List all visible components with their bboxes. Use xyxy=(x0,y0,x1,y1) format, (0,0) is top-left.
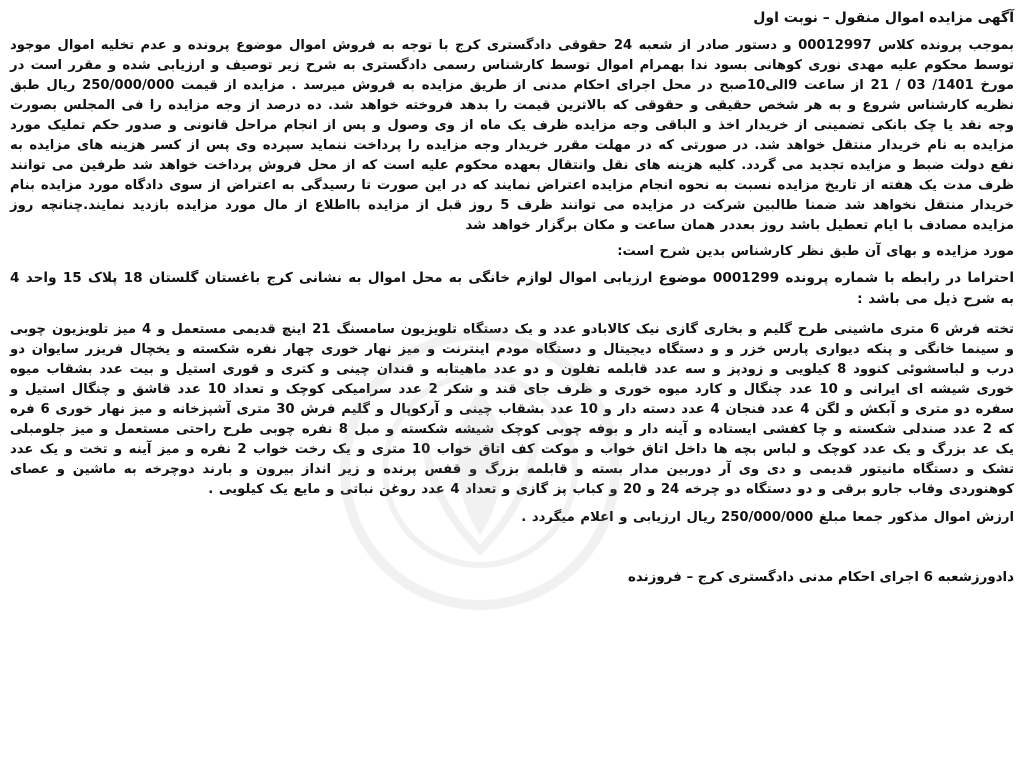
notice-paragraph-value: ارزش اموال مذکور جمعا مبلغ 250/000/000 ریال ارزیابی و اعلام میگردد . xyxy=(521,510,1014,525)
notice-paragraph-items: تخته فرش 6 متری ماشینی طرح گلیم و بخاری گازی نیک کالابادو عدد و یک دستگاه تلویزیون سامسنگ 21 اینچ قدیمی مستعمل و 4 میز تلویزیون چوبی و سینما خانگی و پنکه دیواری پارس خزر و و دستگاه دیجیتال و دستگاه مودم اینترنت و میز نهار خوری چهار نفره شکسته و یخچال فریزر سایوان دو درب و لباسشوئی کنوود 8 کیلویی و زودپز و سه عدد قابلمه تفلون و دو عدد ماهیتابه و قندان چینی و کتری و قوری استیل و بیت عدد بشقاب میوه خوری شیشه ای ایرانی و 10 عدد چنگال و کارد میوه خوری و ظرف جای قند و شکر 2 عدد سرامیکی کوچک و تعداد 10 عدد قاشق و چنگال استیل و سفره دو متری و آبکش و لگن 4 عدد فنجان 4 عدد دسته دار و 10 عدد بشقاب چینی و آرکوپال و گلیم فرش 30 متری آشپزخانه و میز نهار خوری 6 فره که 2 عدد صندلی شکسته و چا کفشی ایستاده و آینه دار و بوفه چوبی کوچک شیشه شکسته و مبل 8 نفره چوبی طرح راحتی مستعمل و میز جلومبلی یک عد بزرگ و یک عدد کوچک و لباس بچه ها داخل اتاق خواب و موکت کف اتاق خواب 10 متری و یک رخت خواب 2 نفره و میز آینه و تخت و یک عدد تشک و دستگاه مانیتور قدیمی و دی وی آر دوربین مدار بسته و قابلمه بزرگ و قفس پرنده و زیر انداز بیرون و بارند دوچرخه به ماشین و عصای کوهنوردی وقاب جارو برقی و دو دستگاه دو چرخه 24 و 20 و کباب پز گازی و تعداد 4 عدد روغن نباتی و مایع یک کیلویی . xyxy=(10,322,1014,497)
notice-paragraph-case: احتراما در رابطه با شماره پرونده 0001299 موضوع ارزیابی اموال لوازم خانگی به محل اموال به نشانی کرج باغستان گلستان 18 پلاک 15 واحد 4 به شرح ذیل می باشد : xyxy=(10,270,1014,307)
notice-title: آگهی مزایده اموال منقول – نوبت اول xyxy=(753,10,1014,26)
notice-paragraph-terms: بموجب پرونده کلاس 00012997 و دستور صادر از شعبه 24 حقوقی دادگستری کرج با توجه به فروش اموال موضوع پرونده و عدم تخلیه اموال موجود توسط محکوم علیه مهدی نوری کوهانی بسود ندا بهمرام اموال توسط کارشناس رسمی دادگستری به شرح زیر توصیف و ارزیابی شده و مقرر است در مورخ 1401/ 03 / 21 از ساعت 9الی10صبح در محل اجرای احکام مدنی از طریق مزایده به فروش میرسد . مزایده از قیمت 250/000/000 ریال طبق نظریه کارشناس شروع و به هر شخص حقیقی و حقوقی که بالاترین قیمت را بدهد فروخته خواهد شد. ده درصد از وجه مزایده را فی المجلس بصورت وجه نقد یا چک بانکی تضمینی از خریدار اخذ و الباقی وجه مزایده ظرف یک ماه از وی وصول و پس از انجام مراحل قانونی و صدور حکم تملیک مورد مزایده به نام خریدار منتقل خواهد شد. در صورتی که در مهلت مقرر خریدار وجه مزایده را پرداخت ننماید سپرده وی پس از کسر هزینه های مزایده به نفع دولت ضبط و مزایده تجدید می گردد. کلیه هزینه های نقل وانتقال بعهده محکوم علیه است که از محل فروش پرداخت خواهد شد طرفین می توانند ظرف مدت یک هفته از تاریخ مزایده نسبت به نحوه انجام مزایده اعتراض نمایند که در این صورت تا رسیدگی به اعتراض از سوی دادگاه مورد مزایده بنام خریدار منتقل نخواهد شد ضمنا طالبین شرکت در مزایده می توانند ظرف 5 روز قبل از مزایده بااطلاع از مال مورد مزایده بازدید نمایند.چنانچه روز مزایده مصادف با ایام تعطیل باشد روز بعددر همان ساعت و مکان برگزار خواهد شد xyxy=(10,38,1015,233)
notice-signature: دادورزشعبه 6 اجرای احکام مدنی دادگستری کرج – فروزنده xyxy=(627,570,1014,585)
notice-subheading: مورد مزایده و بهای آن طبق نظر کارشناس بدین شرح است: xyxy=(617,244,1014,259)
